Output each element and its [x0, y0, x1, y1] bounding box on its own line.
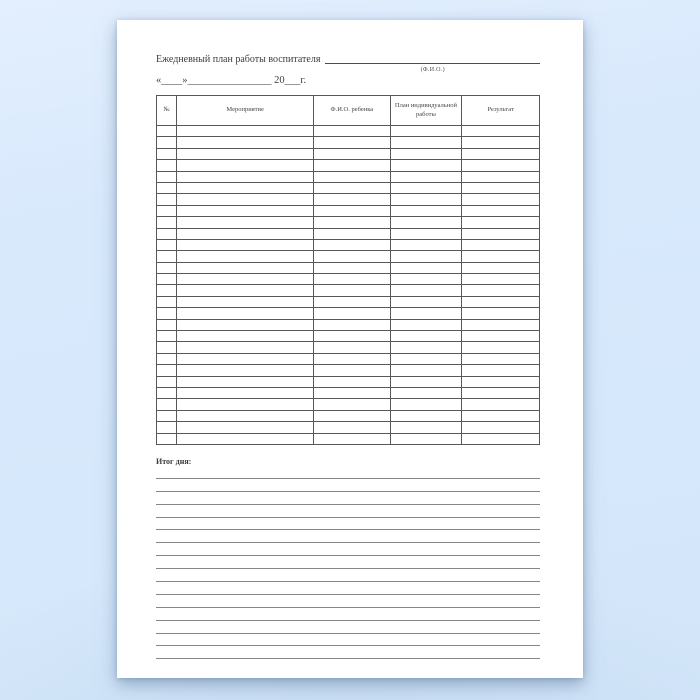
table-row [157, 217, 540, 228]
table-cell [314, 319, 391, 330]
table-row [157, 262, 540, 273]
table-cell [157, 262, 177, 273]
table-row [157, 296, 540, 307]
table-cell [157, 194, 177, 205]
table-cell [314, 137, 391, 148]
table-row [157, 331, 540, 342]
table-cell [314, 376, 391, 387]
header-row [157, 96, 540, 126]
table-cell [390, 308, 462, 319]
table-cell [177, 262, 314, 273]
table-row [157, 387, 540, 398]
table-cell [390, 251, 462, 262]
writing-line [156, 505, 540, 518]
table-row [157, 239, 540, 250]
table-cell [177, 319, 314, 330]
table-cell [462, 353, 540, 364]
table-cell [390, 399, 462, 410]
table-cell [390, 262, 462, 273]
writing-line [156, 634, 540, 647]
table-row [157, 160, 540, 171]
table-cell [157, 422, 177, 433]
table-cell [177, 274, 314, 285]
table-cell [177, 331, 314, 342]
table-row [157, 137, 540, 148]
table-cell [177, 205, 314, 216]
plan-table-body [157, 126, 540, 445]
table-cell [177, 410, 314, 421]
document-title-row [156, 53, 540, 73]
table-cell [390, 376, 462, 387]
table-cell [157, 331, 177, 342]
document-title: Ежедневный план работы воспитателя [156, 54, 321, 65]
table-cell [314, 171, 391, 182]
table-cell [390, 353, 462, 364]
table-cell [157, 342, 177, 353]
table-cell [157, 376, 177, 387]
table-cell [390, 410, 462, 421]
table-row [157, 194, 540, 205]
table-cell [157, 126, 177, 137]
table-cell [314, 239, 391, 250]
table-cell [177, 171, 314, 182]
table-cell [390, 239, 462, 250]
table-cell [177, 126, 314, 137]
writing-line [156, 621, 540, 634]
table-cell [462, 137, 540, 148]
table-cell [462, 410, 540, 421]
writing-line [156, 646, 540, 659]
column-header-fio: Ф.И.О. ребенка [314, 96, 391, 126]
table-cell [462, 217, 540, 228]
table-cell [314, 262, 391, 273]
table-cell [314, 205, 391, 216]
table-cell [157, 205, 177, 216]
table-cell [390, 217, 462, 228]
writing-line [156, 530, 540, 543]
table-row [157, 433, 540, 444]
table-row [157, 228, 540, 239]
table-cell [157, 274, 177, 285]
table-row [157, 399, 540, 410]
table-row [157, 126, 540, 137]
table-row [157, 274, 540, 285]
writing-line [156, 556, 540, 569]
table-cell [314, 410, 391, 421]
table-cell [462, 160, 540, 171]
table-cell [157, 160, 177, 171]
table-cell [462, 262, 540, 273]
column-header-plan: План индивидуальной работы [390, 96, 462, 126]
table-cell [314, 148, 391, 159]
writing-line [156, 479, 540, 492]
table-cell [462, 365, 540, 376]
table-cell [390, 387, 462, 398]
table-cell [462, 342, 540, 353]
table-cell [462, 274, 540, 285]
table-cell [462, 296, 540, 307]
table-cell [390, 331, 462, 342]
table-cell [177, 433, 314, 444]
table-cell [177, 251, 314, 262]
table-cell [177, 296, 314, 307]
table-cell [390, 365, 462, 376]
table-cell [462, 239, 540, 250]
writing-line [156, 608, 540, 621]
table-row [157, 319, 540, 330]
plan-table [156, 95, 540, 445]
table-cell [462, 171, 540, 182]
table-cell [462, 376, 540, 387]
table-cell [314, 387, 391, 398]
summary-lines [156, 466, 540, 659]
table-cell [390, 148, 462, 159]
table-row [157, 365, 540, 376]
table-cell [462, 251, 540, 262]
table-row [157, 171, 540, 182]
table-cell [390, 319, 462, 330]
table-cell [157, 387, 177, 398]
table-cell [157, 228, 177, 239]
table-cell [177, 228, 314, 239]
table-cell [390, 433, 462, 444]
table-cell [462, 387, 540, 398]
table-cell [157, 308, 177, 319]
writing-line [156, 582, 540, 595]
table-cell [390, 422, 462, 433]
table-row [157, 308, 540, 319]
table-cell [177, 308, 314, 319]
plan-table-header [157, 96, 540, 126]
table-cell [314, 399, 391, 410]
table-row [157, 205, 540, 216]
table-cell [157, 285, 177, 296]
table-cell [177, 160, 314, 171]
date-row [156, 75, 540, 87]
table-cell [157, 217, 177, 228]
table-cell [157, 296, 177, 307]
table-cell [177, 399, 314, 410]
column-header-number: № [157, 96, 177, 126]
table-cell [314, 274, 391, 285]
table-cell [314, 296, 391, 307]
table-row [157, 285, 540, 296]
table-cell [177, 342, 314, 353]
table-cell [157, 399, 177, 410]
table-cell [462, 228, 540, 239]
table-cell [390, 296, 462, 307]
document-page [117, 20, 583, 678]
table-cell [462, 331, 540, 342]
table-cell [177, 376, 314, 387]
table-cell [390, 274, 462, 285]
table-cell [177, 217, 314, 228]
writing-line [156, 543, 540, 556]
table-cell [177, 422, 314, 433]
table-cell [157, 239, 177, 250]
summary-label: Итог дня: [156, 456, 192, 466]
table-cell [157, 410, 177, 421]
table-cell [314, 126, 391, 137]
table-cell [157, 182, 177, 193]
table-cell [314, 308, 391, 319]
table-cell [157, 433, 177, 444]
table-cell [390, 228, 462, 239]
table-cell [390, 160, 462, 171]
writing-line [156, 492, 540, 505]
title-blank-line [325, 53, 540, 73]
table-row [157, 353, 540, 364]
table-cell [390, 205, 462, 216]
table-cell [462, 148, 540, 159]
table-cell [390, 182, 462, 193]
table-cell [177, 239, 314, 250]
table-cell [314, 228, 391, 239]
table-cell [314, 194, 391, 205]
table-cell [390, 342, 462, 353]
column-header-event: Мероприятие [177, 96, 314, 126]
table-row [157, 376, 540, 387]
table-cell [177, 194, 314, 205]
table-cell [462, 194, 540, 205]
table-cell [157, 251, 177, 262]
table-cell [177, 285, 314, 296]
writing-line [156, 518, 540, 531]
date-blank-line: «____»________________ 20___г. [156, 75, 307, 86]
table-cell [462, 285, 540, 296]
table-cell [177, 148, 314, 159]
table-cell [314, 342, 391, 353]
table-cell [157, 365, 177, 376]
table-cell [157, 148, 177, 159]
table-cell [462, 126, 540, 137]
column-header-result: Результат [462, 96, 540, 126]
table-cell [314, 251, 391, 262]
table-cell [314, 285, 391, 296]
table-row [157, 422, 540, 433]
table-cell [390, 194, 462, 205]
table-cell [390, 137, 462, 148]
table-row [157, 410, 540, 421]
table-cell [314, 331, 391, 342]
writing-line [156, 466, 540, 479]
writing-line [156, 569, 540, 582]
table-cell [390, 285, 462, 296]
table-cell [177, 182, 314, 193]
table-cell [157, 353, 177, 364]
table-cell [157, 171, 177, 182]
table-cell [462, 433, 540, 444]
table-cell [177, 137, 314, 148]
table-cell [314, 353, 391, 364]
table-row [157, 182, 540, 193]
table-cell [314, 365, 391, 376]
table-cell [314, 160, 391, 171]
table-cell [462, 399, 540, 410]
table-cell [177, 387, 314, 398]
table-cell [462, 422, 540, 433]
table-cell [314, 422, 391, 433]
table-cell [390, 171, 462, 182]
table-cell [314, 182, 391, 193]
writing-line [156, 595, 540, 608]
table-cell [177, 365, 314, 376]
table-cell [462, 308, 540, 319]
table-row [157, 251, 540, 262]
table-cell [462, 182, 540, 193]
table-row [157, 148, 540, 159]
table-cell [462, 205, 540, 216]
fio-caption: (Ф.И.О.) [420, 67, 445, 73]
table-cell [177, 353, 314, 364]
table-cell [390, 126, 462, 137]
table-cell [462, 319, 540, 330]
table-cell [157, 137, 177, 148]
table-cell [157, 319, 177, 330]
table-cell [314, 217, 391, 228]
table-cell [314, 433, 391, 444]
table-row [157, 342, 540, 353]
